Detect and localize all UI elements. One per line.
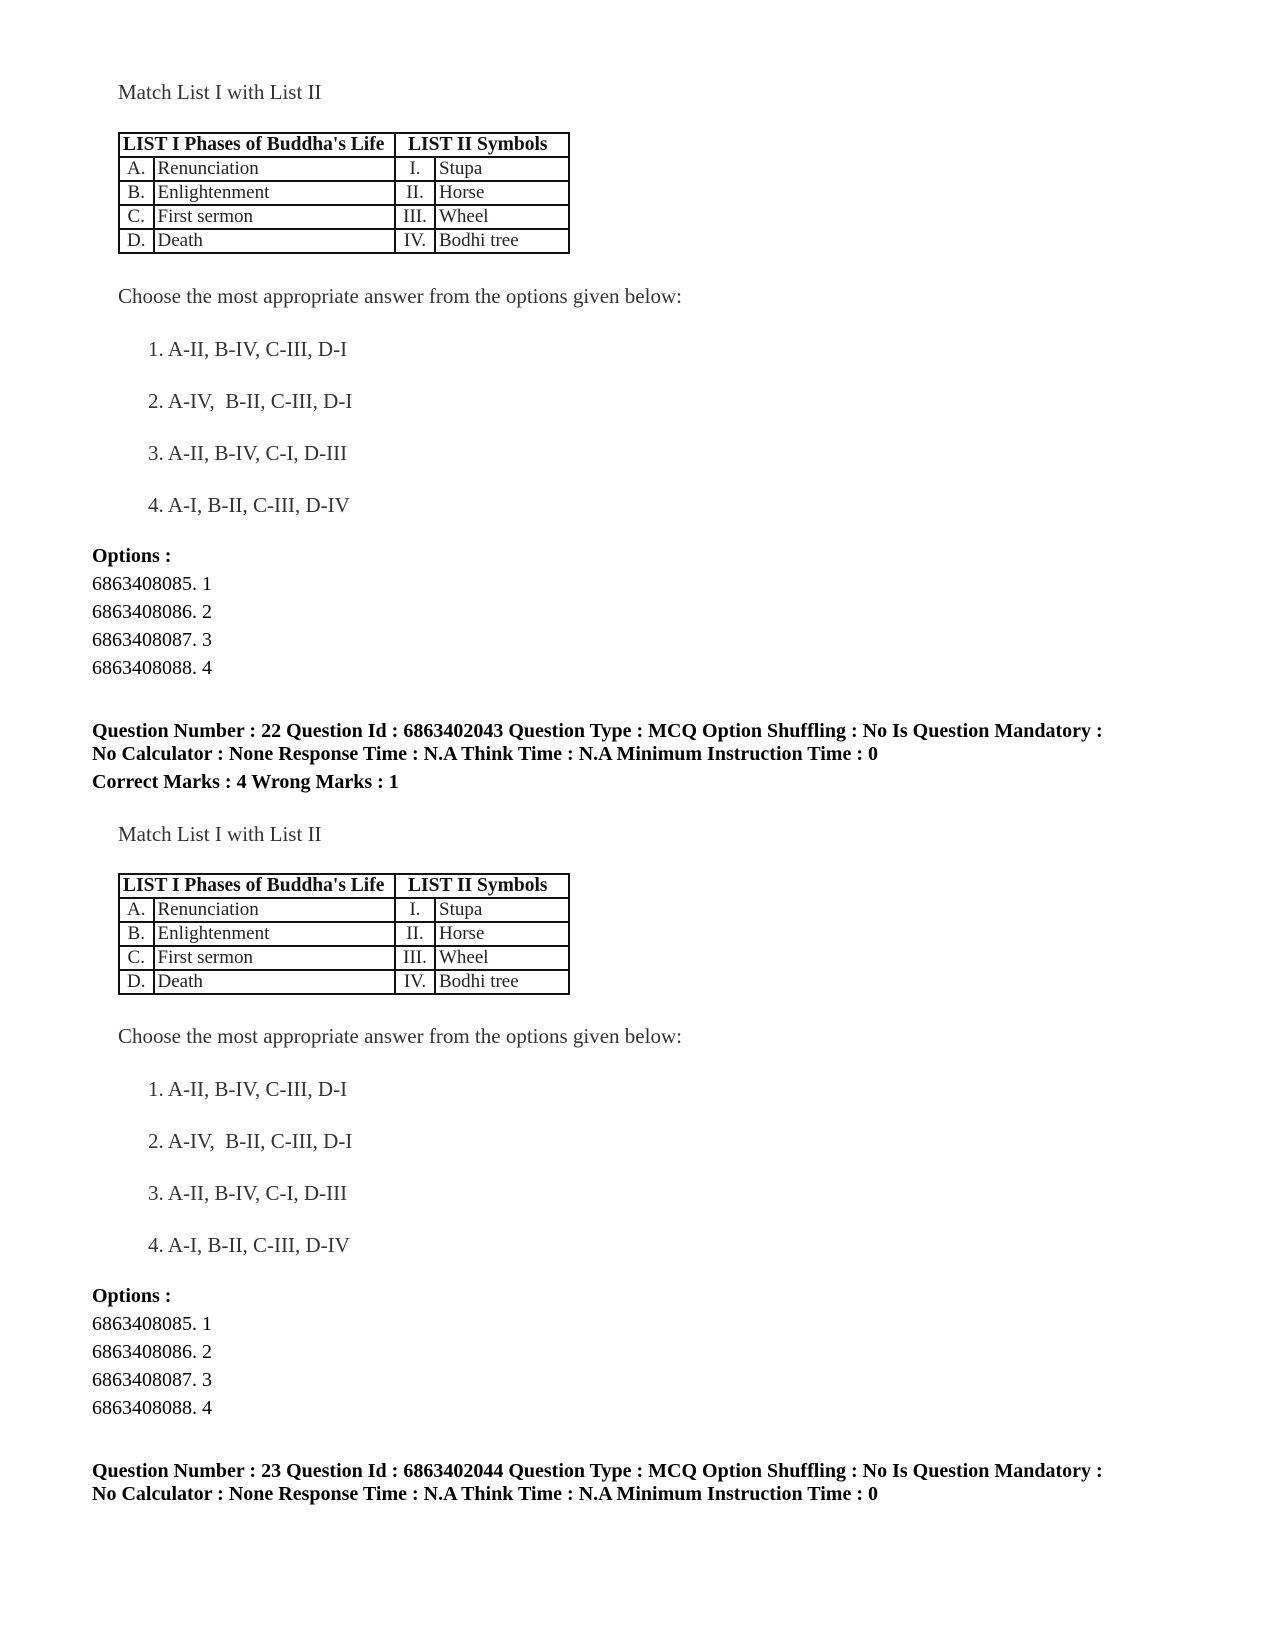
list-one-key: D. — [119, 229, 154, 253]
choice-item: 2. A-IV, B-II, C-III, D-I — [148, 389, 353, 413]
list-one-value: Enlightenment — [154, 181, 396, 205]
list-two-key: III. — [395, 946, 435, 970]
list-two-header: LIST II Symbols — [395, 874, 569, 898]
list-two-header: LIST II Symbols — [395, 133, 569, 157]
table-header-row — [119, 133, 569, 157]
option-line: 6863408086. 2 — [92, 601, 212, 623]
question-meta-line: Question Number : 23 Question Id : 6863402044 Question Type : MCQ Option Shuffling : No Is Question Mandatory : — [92, 1460, 1103, 1482]
list-one-key: C. — [119, 946, 154, 970]
list-two-key: I. — [395, 898, 435, 922]
question-prompt: Choose the most appropriate answer from the options given below: — [118, 284, 682, 308]
match-table — [118, 873, 570, 995]
choice-item: 1. A-II, B-IV, C-III, D-I — [148, 1077, 348, 1101]
list-two-key: I. — [395, 157, 435, 181]
list-one-key: C. — [119, 205, 154, 229]
table-row — [119, 970, 569, 994]
list-one-header: LIST I Phases of Buddha's Life — [119, 874, 395, 898]
choice-item: 4. A-I, B-II, C-III, D-IV — [148, 493, 350, 517]
question-prompt: Choose the most appropriate answer from the options given below: — [118, 1024, 682, 1048]
table-row — [119, 205, 569, 229]
list-one-value: First sermon — [154, 946, 396, 970]
list-two-value: Stupa — [435, 157, 569, 181]
question-meta-line: Question Number : 22 Question Id : 6863402043 Question Type : MCQ Option Shuffling : No Is Question Mandatory : — [92, 720, 1103, 742]
list-two-key: III. — [395, 205, 435, 229]
question-meta-line: No Calculator : None Response Time : N.A Think Time : N.A Minimum Instruction Time : 0 — [92, 743, 878, 765]
list-two-key: II. — [395, 922, 435, 946]
list-one-value: Renunciation — [154, 898, 396, 922]
list-one-key: A. — [119, 898, 154, 922]
table-header-row — [119, 874, 569, 898]
list-two-value: Horse — [435, 181, 569, 205]
list-one-key: A. — [119, 157, 154, 181]
list-two-value: Bodhi tree — [435, 229, 569, 253]
choice-item: 3. A-II, B-IV, C-I, D-III — [148, 441, 348, 465]
question-intro: Match List I with List II — [118, 80, 322, 104]
list-one-value: Death — [154, 970, 396, 994]
choice-item: 4. A-I, B-II, C-III, D-IV — [148, 1233, 350, 1257]
list-one-value: Death — [154, 229, 396, 253]
table-row — [119, 946, 569, 970]
option-line: 6863408087. 3 — [92, 1369, 212, 1391]
options-label: Options : — [92, 545, 172, 567]
option-line: 6863408088. 4 — [92, 1397, 212, 1419]
match-table — [118, 132, 570, 254]
options-label: Options : — [92, 1285, 172, 1307]
list-one-value: Enlightenment — [154, 922, 396, 946]
list-two-key: II. — [395, 181, 435, 205]
list-two-value: Stupa — [435, 898, 569, 922]
table-row — [119, 898, 569, 922]
option-line: 6863408086. 2 — [92, 1341, 212, 1363]
question-meta-line: No Calculator : None Response Time : N.A Think Time : N.A Minimum Instruction Time : 0 — [92, 1483, 878, 1505]
table-row — [119, 229, 569, 253]
option-line: 6863408085. 1 — [92, 573, 212, 595]
list-one-value: First sermon — [154, 205, 396, 229]
table-row — [119, 922, 569, 946]
list-two-key: IV. — [395, 970, 435, 994]
choice-item: 1. A-II, B-IV, C-III, D-I — [148, 337, 348, 361]
list-two-key: IV. — [395, 229, 435, 253]
question-intro: Match List I with List II — [118, 822, 322, 846]
list-one-header: LIST I Phases of Buddha's Life — [119, 133, 395, 157]
list-one-key: B. — [119, 922, 154, 946]
list-one-key: D. — [119, 970, 154, 994]
list-two-value: Wheel — [435, 946, 569, 970]
list-one-key: B. — [119, 181, 154, 205]
option-line: 6863408087. 3 — [92, 629, 212, 651]
option-line: 6863408088. 4 — [92, 657, 212, 679]
list-one-value: Renunciation — [154, 157, 396, 181]
list-two-value: Horse — [435, 922, 569, 946]
table-row — [119, 181, 569, 205]
list-two-value: Wheel — [435, 205, 569, 229]
question-marks: Correct Marks : 4 Wrong Marks : 1 — [92, 771, 399, 793]
choice-item: 3. A-II, B-IV, C-I, D-III — [148, 1181, 348, 1205]
choice-item: 2. A-IV, B-II, C-III, D-I — [148, 1129, 353, 1153]
option-line: 6863408085. 1 — [92, 1313, 212, 1335]
list-two-value: Bodhi tree — [435, 970, 569, 994]
table-row — [119, 157, 569, 181]
